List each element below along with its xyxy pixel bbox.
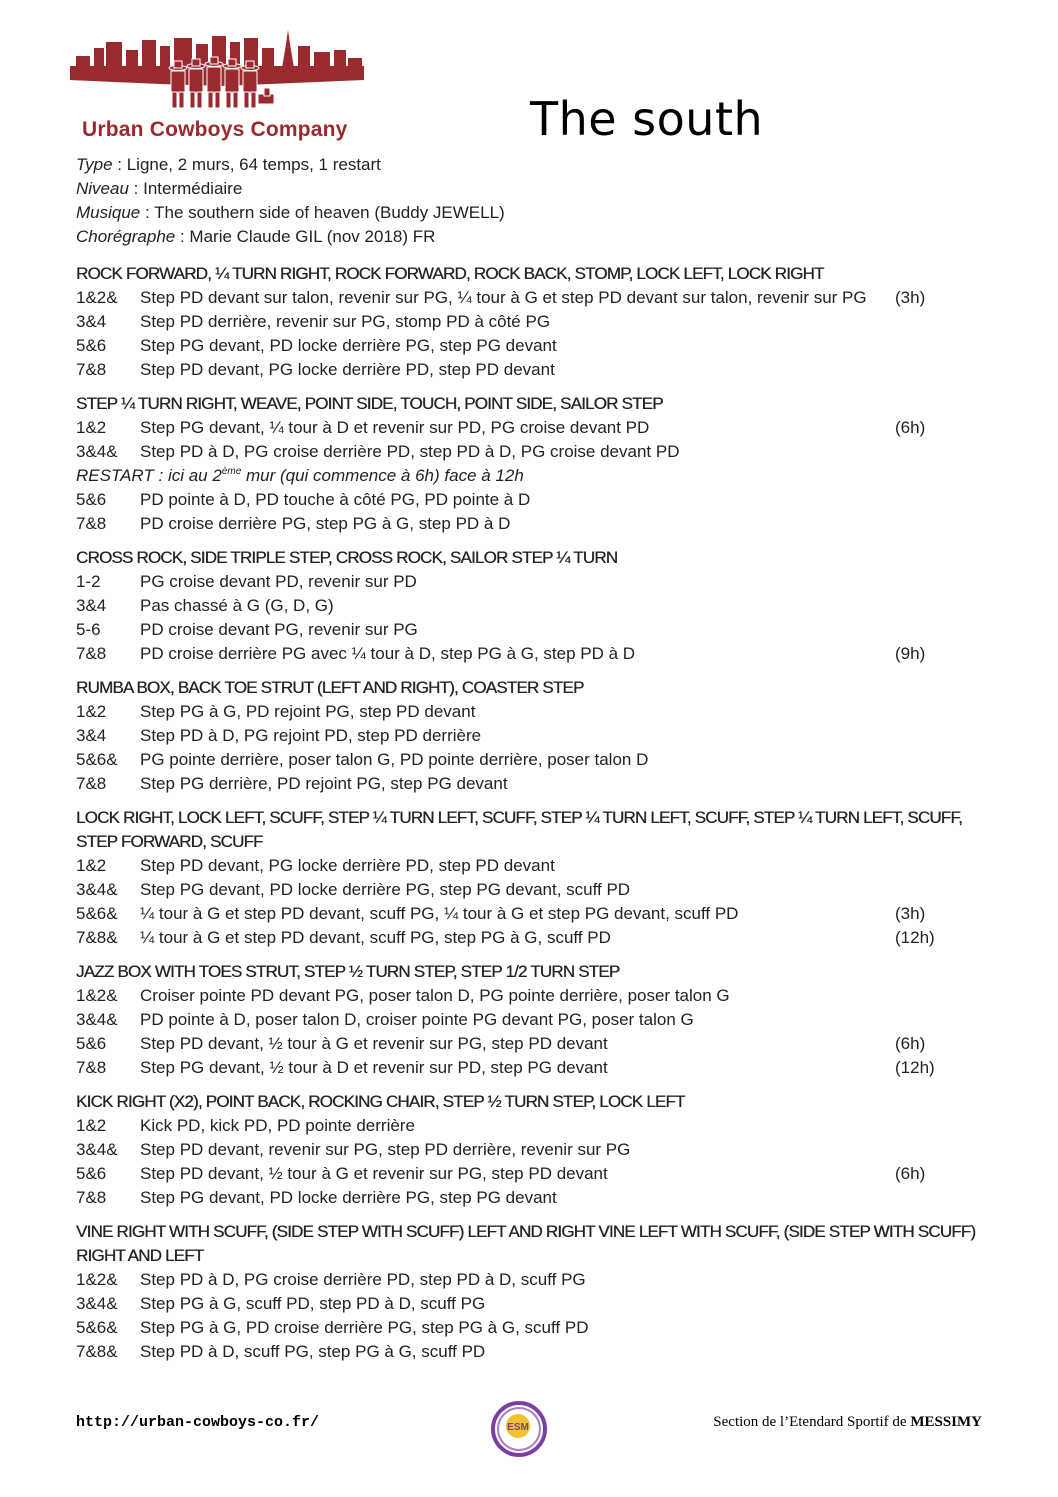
step-count: 3&4& [76,1140,118,1159]
step-count: 3&4 [76,596,107,615]
step-description: PD croise derrière PG avec ¼ tour à D, step PG à G, step PD à D [140,644,636,663]
step-row [76,1138,976,1162]
step-row [76,334,976,358]
step-description: Step PD devant, PG locke derrière PD, step PD devant [140,360,555,379]
step-count: 1&2& [76,288,118,307]
step-description: Step PD à D, PG rejoint PD, step PD derrière [140,726,482,745]
step-description: PG croise devant PD, revenir sur PD [140,572,417,591]
step-description: Pas chassé à G (G, D, G) [140,596,334,615]
step-description: Step PG à G, scuff PD, step PD à D, scuff PG [140,1294,486,1313]
step-row [76,642,976,666]
step-count: 5&6& [76,904,118,923]
step-row [76,1114,976,1138]
section-title: CROSS ROCK, SIDE TRIPLE STEP, CROSS ROCK, SAILOR STEP ¼ TURN [76,548,618,567]
dance-meta [76,153,505,249]
meta-choreographer [76,225,505,249]
dance-title: The south [530,92,764,146]
step-description: Step PD devant sur talon, revenir sur PG, ¼ tour à G et step PD devant sur talon, revenir sur PG [140,288,867,307]
step-count: 3&4& [76,442,118,461]
step-count: 7&8 [76,1188,107,1207]
step-row [76,1032,976,1056]
step-count: 5-6 [76,620,101,639]
step-description: Step PG derrière, PD rejoint PG, step PG devant [140,774,508,793]
restart-ordinal: ème [221,466,242,477]
meta-value: : Ligne, 2 murs, 64 temps, 1 restart [112,155,381,174]
step-description: ¼ tour à G et step PD devant, scuff PG, step PG à G, scuff PD [140,928,611,947]
esm-logo-text: ESM [507,1422,529,1433]
step-count: 7&8 [76,514,107,533]
section-title: RUMBA BOX, BACK TOE STRUT (LEFT AND RIGHT), COASTER STEP [76,678,584,697]
restart-note [76,464,976,488]
section-title: JAZZ BOX WITH TOES STRUT, STEP ½ TURN STEP, STEP 1/2 TURN STEP [76,962,620,981]
step-description: Step PG à G, PD rejoint PG, step PD devant [140,702,476,721]
club-prefix: Section de l’Etendard Sportif de [713,1414,911,1430]
step-direction: (3h) [895,288,926,307]
step-description: Step PD devant, ½ tour à G et revenir sur PG, step PD devant [140,1034,608,1053]
section-title: LOCK RIGHT, LOCK LEFT, SCUFF, STEP ¼ TURN LEFT, SCUFF, STEP ¼ TURN LEFT, SCUFF, STEP ¼ TURN LEFT, SCUFF, [76,808,962,827]
meta-value: : The southern side of heaven (Buddy JEWELL) [140,203,505,222]
step-count: 1-2 [76,572,101,591]
step-direction: (9h) [895,644,926,663]
step-section [76,1090,976,1210]
step-row [76,512,976,536]
step-description: PD croise devant PG, revenir sur PG [140,620,418,639]
step-row [76,1268,976,1292]
step-row [76,570,976,594]
step-row [76,1186,976,1210]
step-row [76,902,976,926]
step-description: Step PG devant, ¼ tour à D et revenir sur PD, PG croise devant PD [140,418,650,437]
section-title: ROCK FORWARD, ¼ TURN RIGHT, ROCK FORWARD, ROCK BACK, STOMP, LOCK LEFT, LOCK RIGHT [76,264,824,283]
step-description: Step PD devant, revenir sur PG, step PD derrière, revenir sur PG [140,1140,631,1159]
step-row [76,878,976,902]
step-row [76,1008,976,1032]
step-row [76,1340,976,1364]
meta-key: Niveau [76,179,129,198]
meta-key: Musique [76,203,141,222]
step-count: 5&6 [76,1164,107,1183]
step-section [76,676,976,796]
step-count: 1&2 [76,418,107,437]
step-description: Step PG devant, PD locke derrière PG, step PG devant [140,1188,557,1207]
step-row [76,984,976,1008]
step-count: 3&4& [76,1010,118,1029]
meta-music [76,201,505,225]
step-description: Step PD derrière, revenir sur PG, stomp PD à côté PG [140,312,551,331]
step-count: 1&2& [76,1270,118,1289]
step-row [76,618,976,642]
step-count: 1&2& [76,986,118,1005]
step-row [76,594,976,618]
step-row [76,1056,976,1080]
urban-cowboys-logo [70,28,364,112]
step-count: 5&6 [76,336,107,355]
meta-level [76,177,505,201]
step-section [76,262,976,382]
step-row [76,926,976,950]
esm-logo [490,1400,548,1458]
step-row [76,854,976,878]
step-direction: (12h) [895,928,935,947]
club-name: MESSIMY [910,1414,982,1430]
step-description: Step PD à D, scuff PG, step PG à G, scuff PD [140,1342,486,1361]
step-count: 5&6 [76,1034,107,1053]
step-count: 7&8 [76,774,107,793]
club-section [713,1414,982,1431]
step-description: Step PG devant, ½ tour à D et revenir sur PD, step PG devant [140,1058,608,1077]
step-count: 7&8& [76,1342,118,1361]
step-row [76,488,976,512]
step-row [76,700,976,724]
step-direction: (6h) [895,418,926,437]
step-description: Step PG à G, PD croise derrière PG, step PG à G, scuff PD [140,1318,589,1337]
step-section [76,546,976,666]
step-description: Croiser pointe PD devant PG, poser talon D, PG pointe derrière, poser talon G [140,986,730,1005]
restart-text: mur (qui commence à 6h) face à 12h [241,466,524,485]
section-title-continued: STEP FORWARD, SCUFF [76,832,263,851]
meta-key: Chorégraphe [76,227,176,246]
step-section [76,960,976,1080]
step-count: 7&8& [76,928,118,947]
section-title: STEP ¼ TURN RIGHT, WEAVE, POINT SIDE, TOUCH, POINT SIDE, SAILOR STEP [76,394,663,413]
section-title: VINE RIGHT WITH SCUFF, (SIDE STEP WITH SCUFF) LEFT AND RIGHT VINE LEFT WITH SCUFF, (SIDE STEP WITH SCUFF) [76,1222,976,1241]
step-description: Step PG devant, PD locke derrière PG, step PG devant, scuff PD [140,880,631,899]
step-row [76,358,976,382]
step-direction: (3h) [895,904,926,923]
step-row [76,1316,976,1340]
step-sheet [76,262,976,1374]
step-count: 3&4 [76,312,107,331]
step-count: 3&4& [76,1294,118,1313]
step-description: PD croise derrière PG, step PG à G, step PD à D [140,514,511,533]
step-direction: (6h) [895,1034,926,1053]
step-count: 1&2 [76,1116,107,1135]
step-row [76,440,976,464]
step-section [76,1220,976,1364]
step-description: Step PD à D, PG croise derrière PD, step PD à D, scuff PG [140,1270,586,1289]
step-count: 1&2 [76,856,107,875]
step-count: 7&8 [76,1058,107,1077]
company-name: Urban Cowboys Company [82,118,348,141]
step-description: ¼ tour à G et step PD devant, scuff PG, ¼ tour à G et step PG devant, scuff PD [140,904,739,923]
meta-value: : Marie Claude GIL (nov 2018) FR [175,227,436,246]
step-count: 3&4& [76,880,118,899]
step-description: PD pointe à D, PD touche à côté PG, PD pointe à D [140,490,531,509]
section-title-continued: RIGHT AND LEFT [76,1246,204,1265]
step-count: 7&8 [76,360,107,379]
step-count: 1&2 [76,702,107,721]
step-section [76,806,976,950]
step-row [76,772,976,796]
meta-value: : Intermédiaire [128,179,243,198]
website-link[interactable]: http://urban-cowboys-co.fr/ [76,1414,320,1431]
step-description: Step PG devant, PD locke derrière PG, step PG devant [140,336,557,355]
step-row [76,1162,976,1186]
step-row [76,310,976,334]
restart-text: RESTART : ici au 2 [76,466,222,485]
step-direction: (6h) [895,1164,926,1183]
step-row [76,724,976,748]
step-row [76,1292,976,1316]
step-description: Step PD à D, PG croise derrière PD, step PD à D, PG croise devant PD [140,442,680,461]
step-row [76,748,976,772]
step-row [76,416,976,440]
step-count: 5&6& [76,750,118,769]
step-description: PD pointe à D, poser talon D, croiser pointe PG devant PG, poser talon G [140,1010,694,1029]
step-description: Step PD devant, PG locke derrière PD, step PD devant [140,856,555,875]
step-count: 3&4 [76,726,107,745]
step-count: 5&6 [76,490,107,509]
step-description: Kick PD, kick PD, PD pointe derrière [140,1116,415,1135]
meta-key: Type [76,155,113,174]
step-count: 5&6& [76,1318,118,1337]
section-title: KICK RIGHT (X2), POINT BACK, ROCKING CHAIR, STEP ½ TURN STEP, LOCK LEFT [76,1092,685,1111]
step-direction: (12h) [895,1058,935,1077]
step-description: Step PD devant, ½ tour à G et revenir sur PG, step PD devant [140,1164,608,1183]
step-count: 7&8 [76,644,107,663]
step-row [76,286,976,310]
meta-type [76,153,505,177]
step-section [76,392,976,536]
step-description: PG pointe derrière, poser talon G, PD pointe derrière, poser talon D [140,750,649,769]
